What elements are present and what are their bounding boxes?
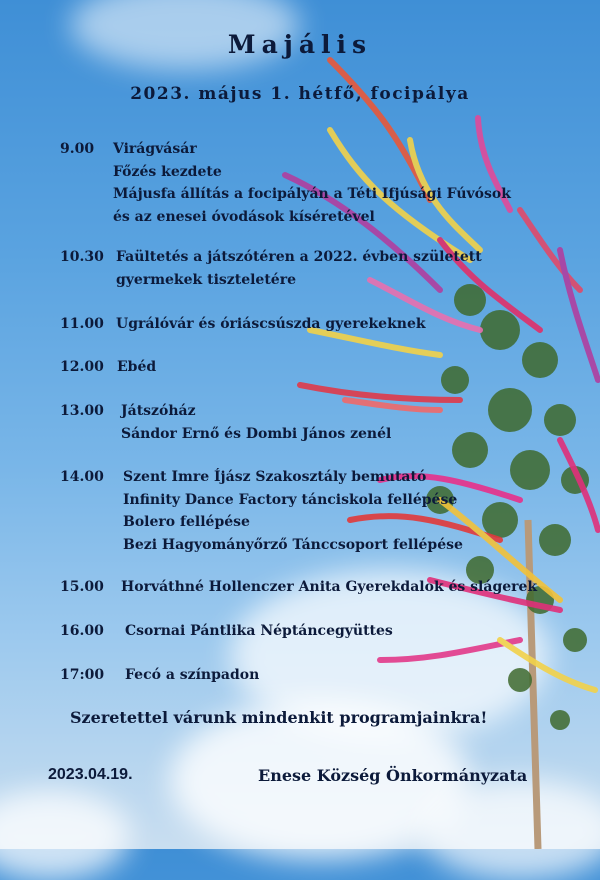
schedule-line: Sándor Ernő és Dombi János zenél	[121, 425, 392, 442]
schedule-line: Faültetés a játszótéren a 2022. évben született	[116, 249, 482, 265]
schedule-time: 17:00	[60, 667, 105, 683]
schedule-line: Csornai Pántlika Néptáncegyüttes	[125, 623, 393, 639]
schedule-line: és az enesei óvodások kíséretével	[113, 208, 375, 225]
closing-invitation: Szeretettel várunk mindenkit programjainkra!	[70, 708, 488, 727]
schedule-line: Májusfa állítás a focipályán a Téti Ifjúsági Fúvósok	[113, 186, 511, 202]
schedule-time: 11.00	[60, 316, 104, 332]
schedule-line: Fecó a színpadon	[125, 667, 260, 683]
schedule-time: 9.00	[60, 141, 95, 157]
schedule-time: 12.00	[60, 359, 104, 375]
schedule-time: 13.00	[60, 403, 104, 419]
schedule-line: Bolero fellépése	[123, 514, 250, 530]
schedule-line: Szent Imre Íjász Szakosztály bemutató	[123, 469, 427, 485]
schedule-line: gyermekek tiszteletére	[116, 271, 296, 288]
organizer-name: Enese Község Önkormányzata	[258, 766, 528, 785]
schedule-time: 10.30	[60, 249, 104, 265]
event-date-location: 2023. május 1. hétfő, focipálya	[130, 84, 470, 104]
schedule-line: Ugrálóvár és óriáscsúszda gyerekeknek	[116, 316, 426, 332]
schedule-time: 14.00	[60, 469, 104, 485]
schedule-line: Infinity Dance Factory tánciskola fellépése	[123, 491, 458, 508]
schedule-line: Horváthné Hollenczer Anita Gyerekdalok és slágerek	[121, 579, 538, 595]
schedule-time: 16.00	[60, 623, 104, 639]
schedule-line: Játszóház	[121, 403, 196, 419]
schedule-line: Virágvásár	[113, 141, 197, 157]
schedule-line: Ebéd	[117, 359, 157, 375]
page-title: Majális	[227, 30, 373, 59]
schedule-time: 15.00	[60, 579, 104, 595]
schedule-line: Bezi Hagyományőrző Tánccsoport fellépése	[123, 536, 463, 553]
issue-date: 2023.04.19.	[48, 766, 133, 783]
schedule-line: Főzés kezdete	[113, 163, 222, 180]
